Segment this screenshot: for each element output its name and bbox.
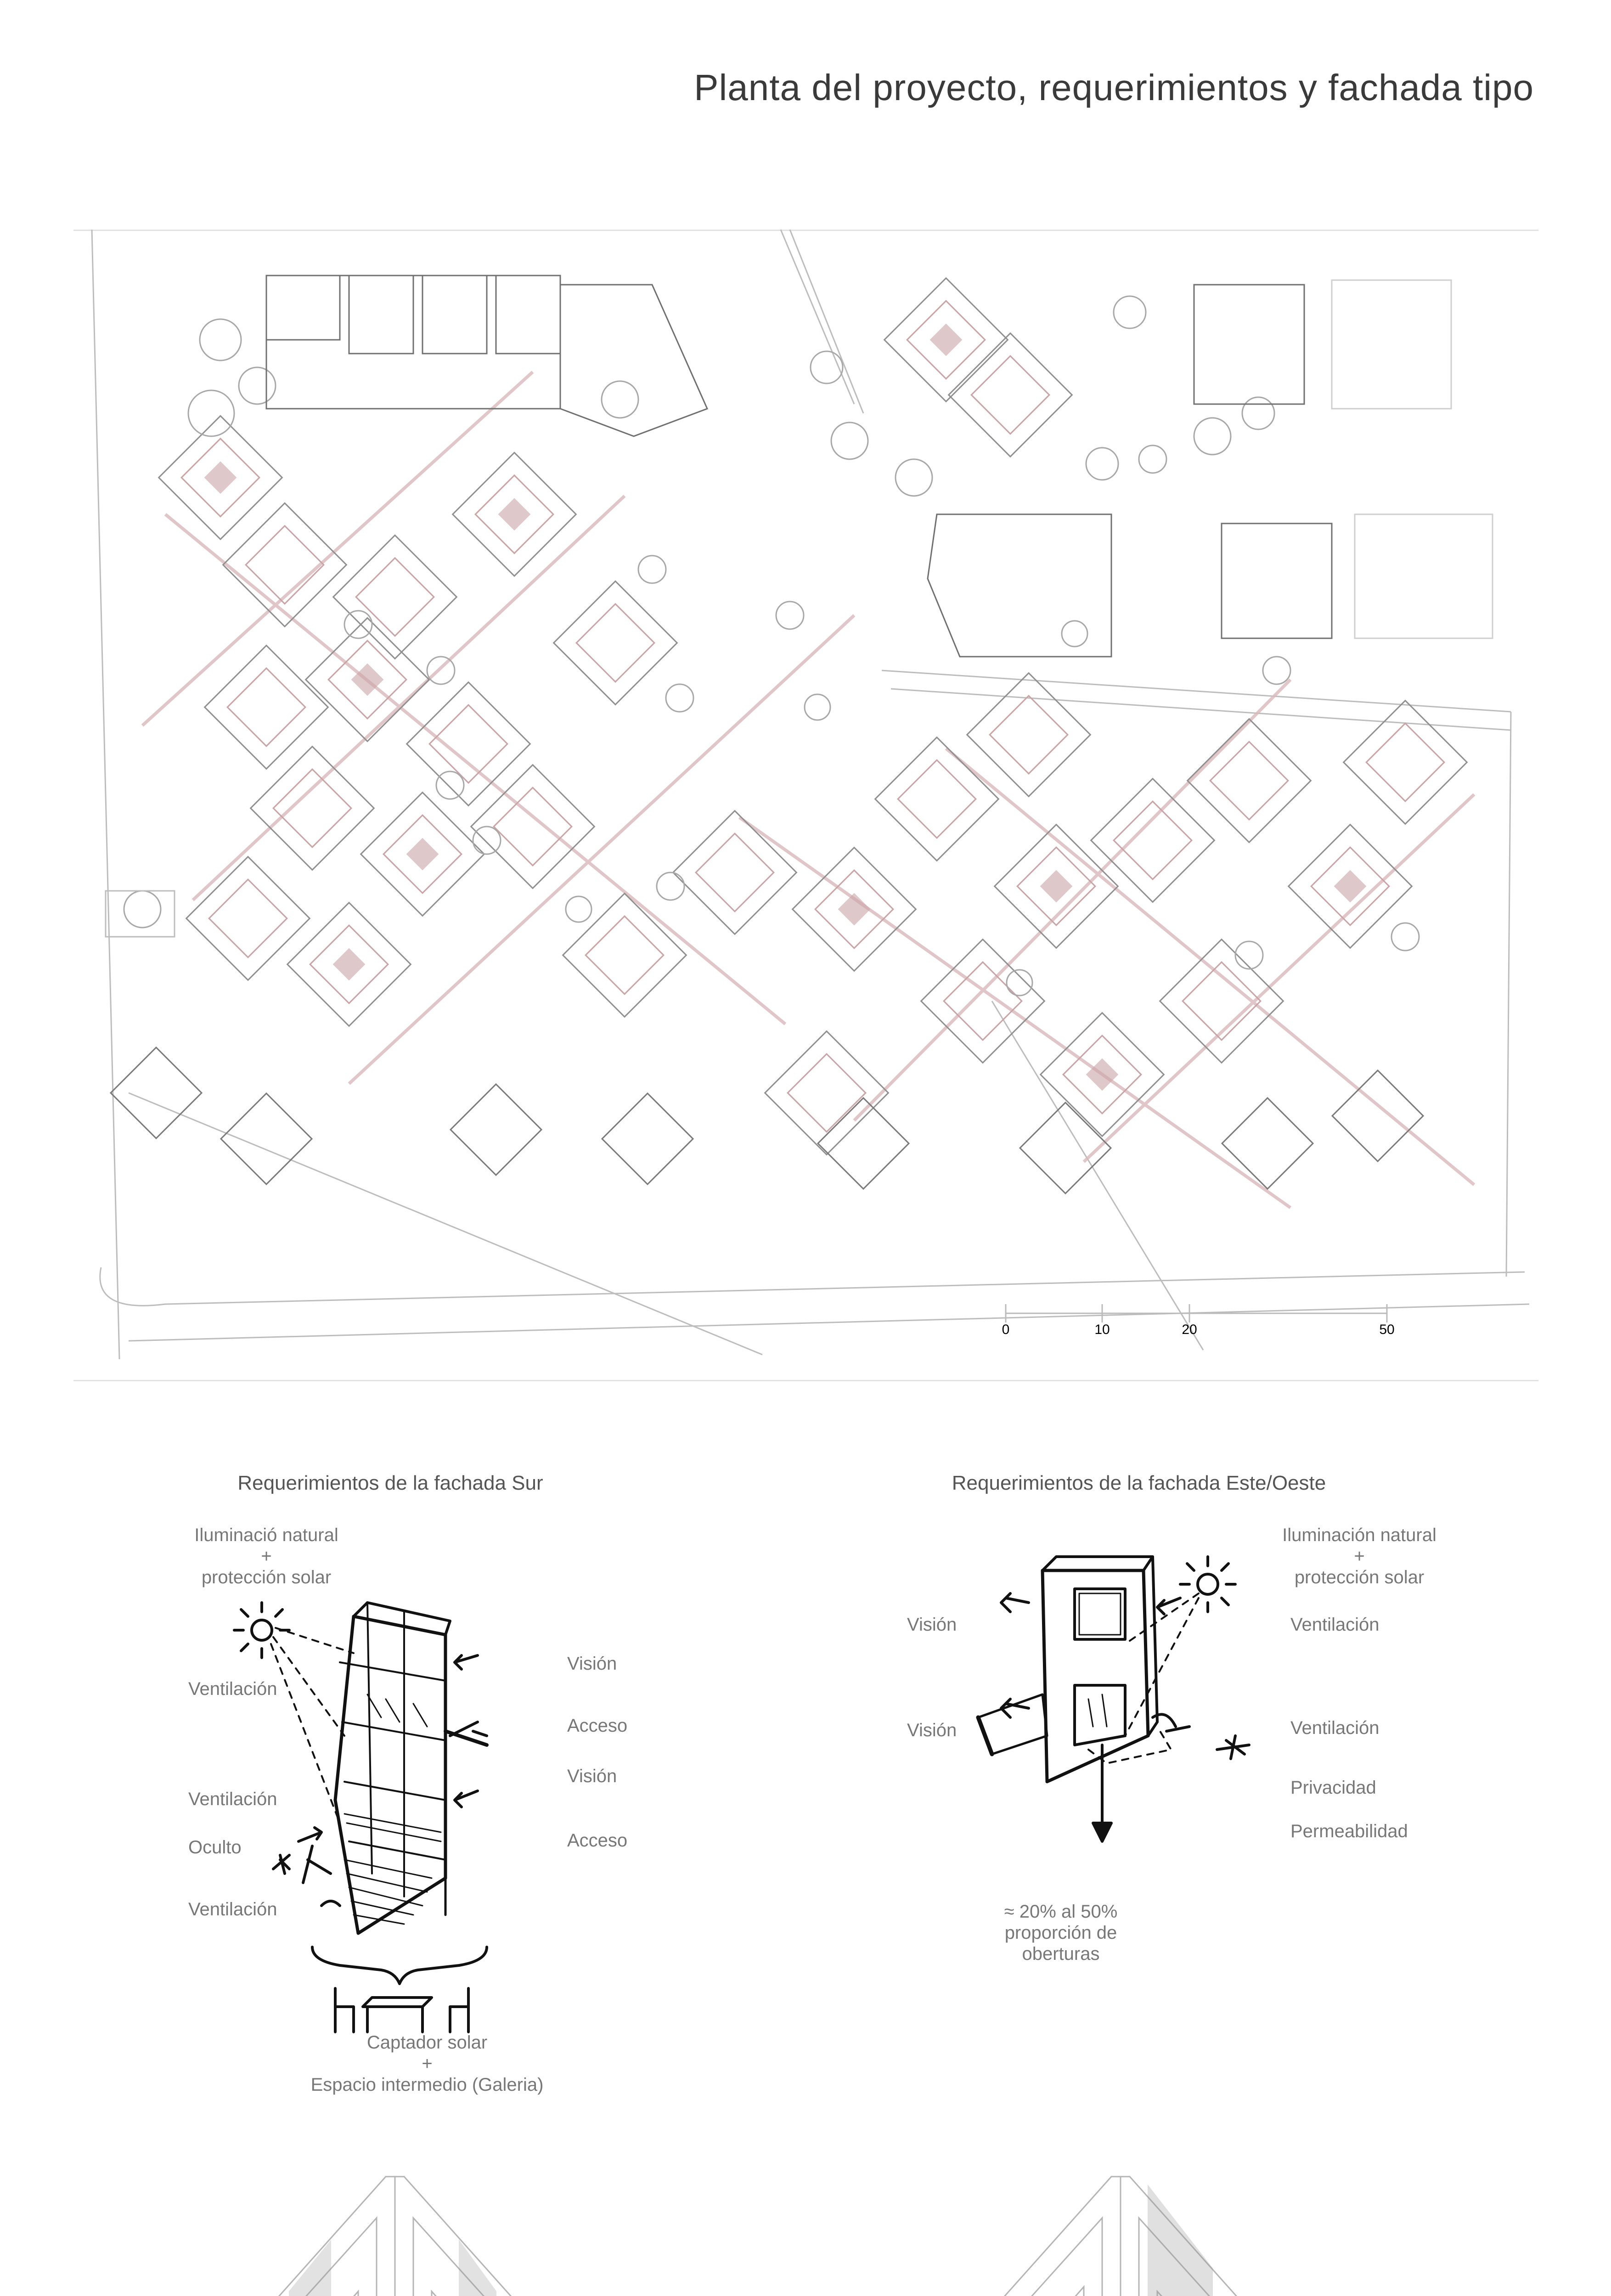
plan-block <box>205 646 328 769</box>
tree <box>896 459 932 496</box>
tree <box>200 319 241 360</box>
site-plan <box>73 220 1538 1378</box>
eastwest-privacy: Privacidad <box>1290 1778 1376 1798</box>
eastwest-ventilation-1: Ventilación <box>1290 1615 1380 1635</box>
tree <box>1194 418 1231 455</box>
plan-unit <box>111 1047 202 1138</box>
south-collector-plus: + <box>422 2054 433 2074</box>
plan-block <box>223 503 347 627</box>
tree <box>1114 296 1146 328</box>
eastwest-facade-title: Requerimientos de la fachada Este/Oeste <box>952 1472 1326 1494</box>
plan-block <box>251 747 374 870</box>
plan-block <box>554 581 677 705</box>
scale-label-50: 50 <box>1379 1322 1395 1337</box>
tree <box>805 694 830 720</box>
tree <box>602 381 638 418</box>
eastwest-ratio-line2: proporción de <box>1004 1923 1117 1943</box>
south-ventilation-2: Ventilación <box>188 1789 277 1809</box>
plan-block <box>186 857 310 980</box>
tree <box>188 390 234 436</box>
tree <box>1391 923 1419 951</box>
eastwest-light-line2: protección solar <box>1294 1567 1425 1587</box>
tree <box>124 891 161 928</box>
south-vision-1: Visión <box>567 1654 617 1674</box>
plan-block <box>967 673 1091 797</box>
south-vision-2: Visión <box>567 1766 617 1786</box>
eastwest-facade-sketch <box>951 1543 1300 1910</box>
south-collector-label <box>299 2032 556 2095</box>
south-light-line2: protección solar <box>201 1567 332 1587</box>
scale-label-20: 20 <box>1182 1322 1197 1337</box>
south-light-label <box>179 1525 354 1588</box>
plan-block <box>306 618 429 742</box>
eastwest-vision-1: Visión <box>907 1615 957 1635</box>
tree <box>1007 970 1032 996</box>
south-ventilation-1: Ventilación <box>188 1679 277 1699</box>
tree <box>666 684 693 712</box>
tree <box>1235 941 1263 969</box>
plan-unit <box>221 1093 312 1184</box>
eastwest-ratio-line1: ≈ 20% al 50% <box>1004 1902 1118 1922</box>
tree <box>657 872 684 900</box>
plan-block <box>765 1031 889 1155</box>
plan-unit <box>1222 1098 1313 1189</box>
scale-label-0: 0 <box>1002 1322 1010 1337</box>
tree <box>1263 657 1290 684</box>
tree <box>473 827 501 854</box>
plan-block <box>884 278 1008 402</box>
plan-block <box>949 333 1072 457</box>
plan-block <box>875 737 999 861</box>
tree <box>776 602 804 629</box>
south-light-plus: + <box>261 1546 272 1566</box>
plan-block <box>287 903 411 1026</box>
eastwest-ratio-line3: oberturas <box>1022 1944 1100 1964</box>
tree <box>1242 397 1274 429</box>
plan-block <box>333 535 457 659</box>
plan-unit <box>451 1084 541 1175</box>
plan-block <box>1160 940 1284 1063</box>
plan-bottom-line <box>73 1380 1538 1381</box>
tree <box>239 367 276 404</box>
tree <box>427 657 455 684</box>
plan-block <box>407 682 530 806</box>
plan-block <box>1344 701 1467 824</box>
plan-unit <box>602 1093 693 1184</box>
south-facade-axonometry <box>138 2158 735 2296</box>
tree <box>436 771 464 799</box>
plan-trees <box>124 296 1419 996</box>
tree <box>344 611 372 638</box>
tree <box>1062 621 1087 647</box>
south-collector-line1: Captador solar <box>366 2032 488 2053</box>
tree <box>566 896 591 922</box>
tree <box>811 351 843 383</box>
tree <box>831 422 868 459</box>
eastwest-light-line1: Iluminación natural <box>1282 1525 1436 1545</box>
south-hidden: Oculto <box>188 1837 242 1857</box>
eastwest-ventilation-2: Ventilación <box>1290 1718 1380 1738</box>
plan-block <box>1188 719 1311 843</box>
south-collector-line2: Espacio intermedio (Galeria) <box>310 2075 544 2095</box>
south-facade-title: Requerimientos de la fachada Sur <box>237 1472 543 1494</box>
south-access-2: Acceso <box>567 1830 628 1851</box>
scale-label-10: 10 <box>1094 1322 1110 1337</box>
sun-icon <box>1180 1557 1235 1612</box>
plan-block <box>995 825 1118 948</box>
south-ventilation-3: Ventilación <box>188 1899 277 1919</box>
plan-block <box>563 894 687 1017</box>
plan-block <box>361 793 484 916</box>
tree <box>1139 445 1166 473</box>
eastwest-light-plus: + <box>1354 1546 1365 1566</box>
plan-block <box>793 848 916 971</box>
eastwest-vision-2: Visión <box>907 1720 957 1740</box>
south-light-line1: Iluminació natural <box>194 1525 338 1545</box>
plan-block <box>1041 1013 1164 1137</box>
eastwest-ratio-label <box>964 1901 1157 1964</box>
plan-unit <box>1332 1070 1423 1161</box>
south-access-1: Acceso <box>567 1716 628 1736</box>
page-title: Planta del proyecto, requerimientos y fachada tipo <box>694 67 1534 108</box>
plan-block <box>673 811 797 934</box>
eastwest-permeability: Permeabilidad <box>1290 1821 1408 1841</box>
plan-blocks <box>111 278 1467 1193</box>
south-facade-sketch <box>230 1584 579 2034</box>
tree <box>1086 448 1118 480</box>
eastwest-facade-axonometry <box>863 2158 1460 2296</box>
tree <box>638 556 666 583</box>
